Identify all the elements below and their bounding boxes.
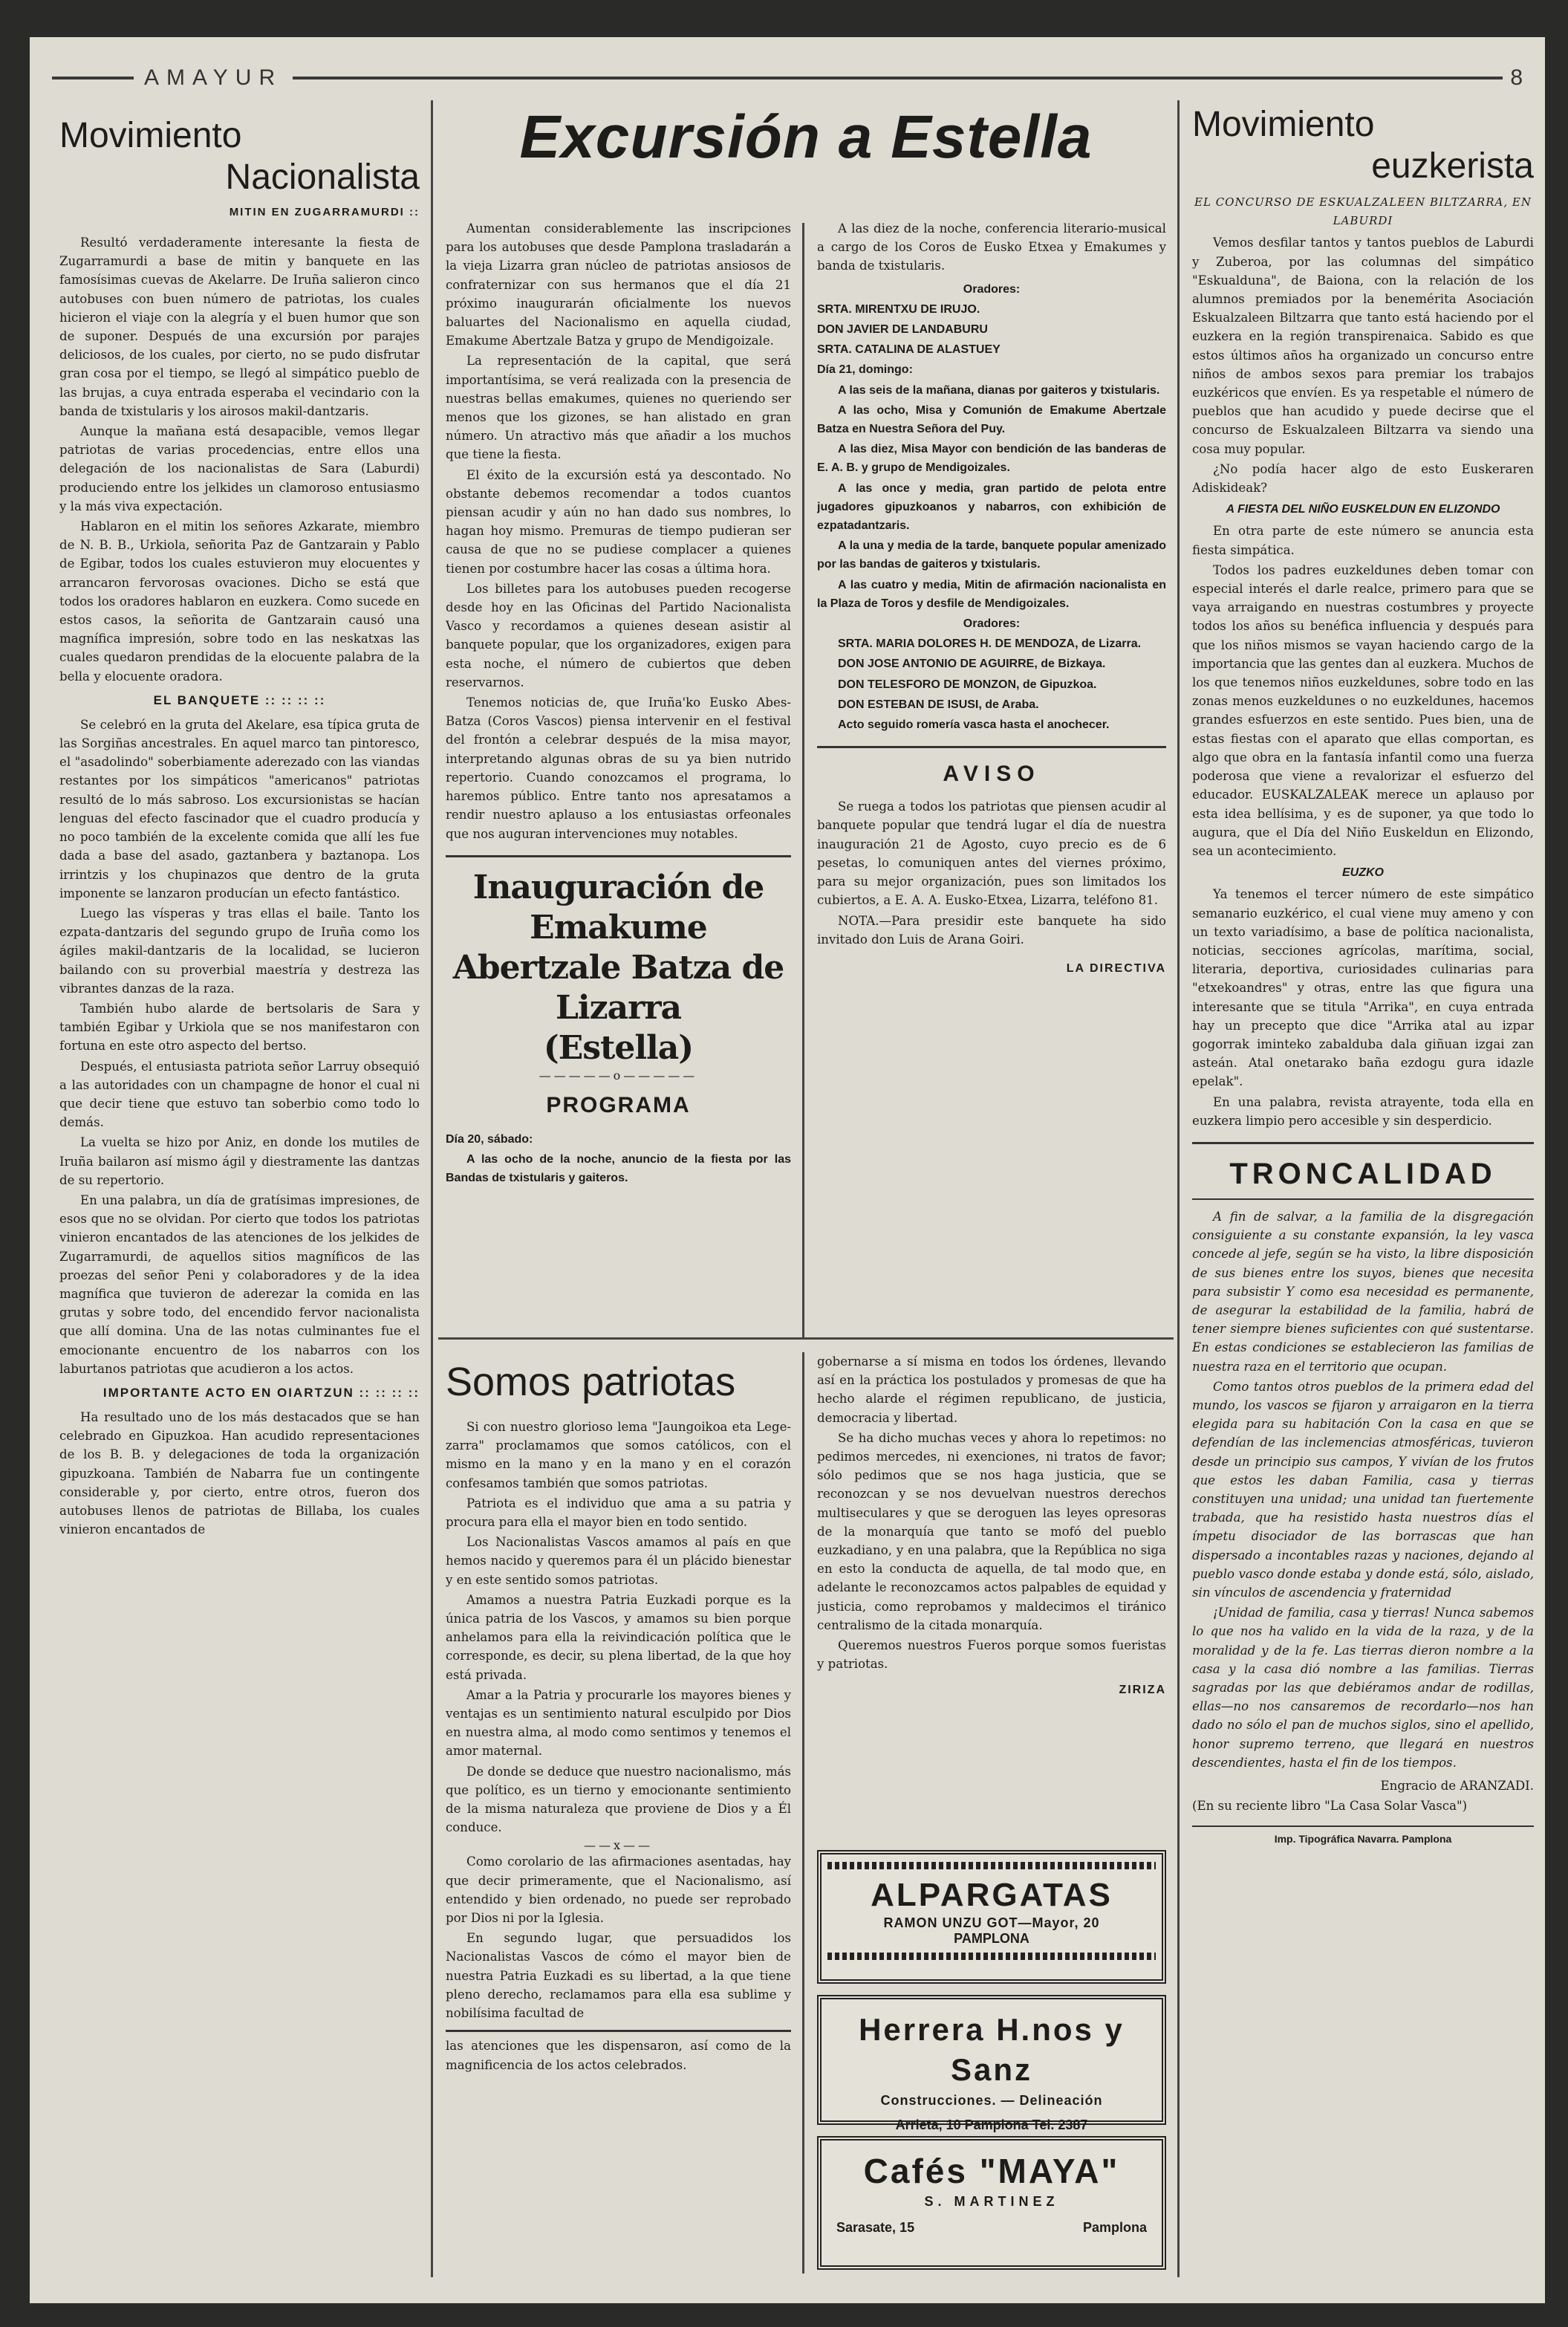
article-paragraph: Se celebró en la gruta del Akelare, esa típica gruta de las Sorgiñas ancestrales. En aquel marco tan pintoresco, el "asadolindo" soberbiamente aderezado con las viandas restantes por los simpáticos "americanos" patriotas resultó de lo más sabroso. Los excursionistas se hacían lenguas del efecto fascinador que el cuadro producía y no poco también de la excelente comida que allí les fue dada a base del asado, gaztanbera y baztanopa. Los irrintzis y los chupinazos que dentro de la gruta imponente se lanzaron producían un efecto fantástico.: [59, 717, 420, 900]
divider: [446, 2030, 791, 2032]
program-item: A las diez de la noche, conferencia literario-musical a cargo de los Coros de Eusko Etxea y Emakumes y banda de txistularis.: [817, 221, 1166, 273]
ad-line: Arrieta, 10 Pamplona Tel. 2387: [895, 2117, 1088, 2132]
speaker: DON JAVIER DE LANDABURU: [817, 323, 988, 337]
inauguration-heading: Abertzale Batza de Lizarra: [452, 948, 784, 1027]
article-paragraph: ¡Unidad de familia, casa y tierras! Nunca sabemos lo que nos ha valido en la vida de la raza, y de la moralidad y de la fe. Las tierras dieron nombre a la casa y la casa dió nombre a las familias. Tierras sagradas por las que debiéramos andar de rodillas, ellas—no nos cansaremos de recordarlo—nos han dado no sólo el pan de muchos siglos, sino el apellido, honor supremo terreno, que llegará en nuestros descendientes, hasta el fin de los tiempos.: [1192, 1606, 1534, 1770]
ad-title: ALPARGATAS: [871, 1877, 1113, 1913]
article-paragraph: Hablaron en el mitin los señores Azkarate, miembro de N. B. B., Urkiola, señorita Paz de Gantzarain y Pablo de Egibar, todos los cuales estuvieron muy elocuentes y arrancaron fervorosas ovaciones. Dicho se está que todos los oradores hablaron en euzkera. Como sucede en estos casos, la señorita de Gantzarain causó una magnífica impresión, sobre todo en las neskatxas las cuales quedaron prendidas de la elocuente palabra de la bella y elocuente oradora.: [59, 519, 420, 684]
program-day: Día 20, sábado:: [446, 1132, 533, 1146]
ad-address-row: [822, 2220, 1162, 2236]
article-paragraph: Amar a la Patria y procurarle los mayores bienes y ventajas es un sentimiento natural esculpido por Dios en nuestra alma, al modo como sentimos y tenemos el amor maternal.: [446, 1687, 791, 1759]
divider: [1192, 1198, 1534, 1200]
article-paragraph: Si con nuestro glorioso lema "Jaungoikoa eta Lege-zarra" proclamamos que somos católicos, con el mismo en la mano y en la mano y en el corazón confesamos también que somos patriotas.: [446, 1420, 791, 1490]
article-paragraph: Se ha dicho muchas veces y ahora lo repetimos: no pedimos mercedes, ni exenciones, ni tratos de favor; sólo pedimos que se nos haga justicia, que se reconozcan y se nos devuelvan nuestros derechos multiseculares y que se deroguen las leyes opresoras de la monarquía que tanto se mofó del pueblo euzkadiano, y en una palabra, que la República no siga en esto la conducta de aquella, de tal modo que, en adelante le reconozcamos actos palpables de equidad y justicia, como reprobamos y maldecimos el tiránico centralismo de la citada monarquía.: [817, 1430, 1166, 1632]
article-title: TRONCALIDAD: [1229, 1157, 1497, 1190]
column-rule: [802, 1352, 804, 2274]
program-item: A la una y media de la tarde, banquete popular amenizado por las bandas de gaiteros y txistularis.: [817, 539, 1166, 571]
article-paragraph: Todos los padres euzkeldunes deben tomar con especial interés el darle realce, primero para que se vaya arraigando en nuestras costumbres y proyecte todos los años su benéfica influencia y después para que los niños mismos se vayan haciendo cargo de la importancia que las gentes dan al euzkera. Muchos de los que tenemos niños euzkeldunes, sobre todo en las zonas menos euzkeldunes o no euzkeldunes, hacemos grandes esfuerzos en este sentido. Pues bien, una de estas fiestas con el aparato que ellas comportan, es algo que obra en la fantasía infantil como una fuerza poderosa que viene a revalorizar el esfuerzo del educador. EUSKALZALEAK merece un aplauso por esta idea bellísima, y es de suponer, ya que todo lo augura, que el Día del Niño Euskeldun en Elizondo, sea un acontecimiento.: [1192, 562, 1534, 858]
masthead: [52, 59, 1523, 97]
speakers-heading: Oradores:: [963, 282, 1021, 296]
article-paragraph: Los billetes para los autobuses pueden recogerse desde hoy en las Oficinas del Partido Nacionalista Vasco y recordamos a quienes desean asistir al banquete popular, que los organizadores, exigen para esta noche, el número de cubiertos que deben reservarnos.: [446, 581, 791, 689]
ad-border-ornament: [827, 1862, 1156, 1869]
center-title-block: [446, 104, 1166, 215]
program-item: A las cuatro y media, Mitin de afirmación nacionalista en la Plaza de Toros y desfile de Mendigoizales.: [817, 578, 1166, 610]
masthead-rule: [293, 77, 1503, 79]
divider: [446, 855, 791, 857]
speaker: SRTA. CATALINA DE ALASTUEY: [817, 343, 1001, 357]
speaker: DON ESTEBAN DE ISUSI, de Araba.: [838, 698, 1039, 711]
source-note: (En su reciente libro "La Casa Solar Vasca"): [1192, 1799, 1468, 1814]
notice-paragraph: NOTA.—Para presidir este banquete ha sido invitado don Luis de Arana Goiri.: [817, 913, 1166, 947]
article-paragraph: La representación de la capital, que será importantísima, se verá realizada con la presencia de nuestras bellas emakumes, quienes no queriendo ser menos que los gizones, se han alistado en gran número. Un atractivo más que añadir a los muchos que tiene la fiesta.: [446, 354, 791, 462]
notice-paragraph: Se ruega a todos los patriotas que piensen acudir al banquete popular que tendrá lugar el día de nuestra inauguración 21 de Agosto, cuyo precio es de 6 pesetas, lo comuniquen antes del viernes próximo, para su mejor organización, pues son limitados los cubiertos, a E. A. A. Eusko-Etxea, Lizarra, teléfono 81.: [817, 799, 1166, 908]
page-number: 8: [1510, 65, 1523, 90]
article-paragraph: En una palabra, un día de gratísimas impresiones, de esos que no se olvidan. Por cierto que todos los patriotas vinieron encantados de las atenciones de los jelkides de Zugarramurdi, de aquellos sitios magníficos de las proezas del señor Peni y colaboradores y de la idea magnífica que tuvieron de aderezar la comida en las grutas y sobre todo, del encendido fervor nacionalista que allí domina. Una de las notas culminantes fue el emocionante encuentro de los nabarros con los laburtanos patriotas que acudieron a los actos.: [59, 1192, 420, 1376]
section-title: Movimiento: [59, 116, 242, 155]
article-paragraph: Después, el entusiasta patriota señor Larruy obsequió a las autoridades con un champagne de honor el cual ni que decir tiene que estuvo tan soberbio como todo lo demás.: [59, 1059, 420, 1130]
article-paragraph: En segundo lugar, que persuadidos los Nacionalistas Vascos de cómo el mayor bien de nuestra Patria Euzkadi es su libertad, a la que tiene pleno derecho, reclamamos para ella esa sublime y nobilísima facultad de: [446, 1931, 791, 2021]
article-paragraph: Aumentan considerablemente las inscripciones para los autobuses que desde Pamplona trasladarán a la vieja Lizarra gran núcleo de patriotas ansiosos de confraternizar con sus hermanos que el día 21 próximo inaugurarán oficialmente los nuevos baluartes del Nacionalismo en aquella ciudad, Emakume Abertzale Batza y grupo de Mendigoizale.: [446, 221, 791, 348]
article-paragraph: Como corolario de las afirmaciones asentadas, hay que decir primeramente, que el Nacionalismo, así entendido y bien ordenado, no puede ser reprobado por Dios ni por la Iglesia.: [446, 1854, 791, 1926]
subheading: EL CONCURSO DE ESKUALZALEEN BILTZARRA, EN LABURDI: [1194, 195, 1532, 228]
article-paragraph: Los Nacionalistas Vascos amamos al país en que hemos nacido y queremos para él un plácido bienestar y en este sentido somos patriotas.: [446, 1535, 791, 1587]
subheading: MITIN EN ZUGARRAMURDI ::: [229, 206, 420, 218]
center-column-b: [817, 219, 1166, 1326]
ad-herrera-sanz: [817, 1995, 1166, 2132]
program-item: A las ocho de la noche, anuncio de la fiesta por las Bandas de txistularis y gaiteros.: [446, 1152, 791, 1185]
inauguration-heading: (Estella): [543, 1028, 694, 1067]
column-rule: [1177, 100, 1180, 2277]
ornament-rule: —————o—————: [539, 1068, 698, 1083]
speaker: SRTA. MARIA DOLORES H. DE MENDOZA, de Lizarra.: [838, 637, 1142, 651]
program-item: A las seis de la mañana, dianas por gaiteros y txistularis.: [838, 383, 1160, 397]
author: Engracio de ARANZADI.: [1380, 1779, 1534, 1794]
program-item: A las once y media, gran partido de pelota entre jugadores gipuzkoanos y nabarros, con exhibición de ezpatadantzaris.: [817, 481, 1166, 533]
center-column-a: [446, 219, 791, 1326]
article-paragraph: A fin de salvar, a la familia de la disgregación consiguiente a su constante expansión, la ley vasca concede al jefe, según se ha visto, la libre disposición de sus bienes entre los suyos, bienes que necesita para subsistir Y como esa necesidad es permanente, de asegurar la estabilidad de la familia, habrá de tener siempre bienes suficientes con qué sustentarse. En estas condiciones se establecieron las familias de nuestra raza en el territorio que ocupan.: [1192, 1209, 1534, 1374]
ad-city: Pamplona: [1082, 2220, 1147, 2235]
article-paragraph: También hubo alarde de bertsolaris de Sara y también Egibar y Urkiola que se nos manifestaron con fortuna en este otro aspecto del bertso.: [59, 1001, 420, 1054]
program-item: A las ocho, Misa y Comunión de Emakume Abertzale Batza en Nuestra Señora del Puy.: [817, 403, 1166, 436]
article-paragraph: Ha resultado uno de los más destacados que se han celebrado en Gipuzkoa. Han acudido representaciones de los B. B. y delegaciones de toda la organización gipuzkoana. También de Nabarra fue un contingente considerable y, por cierto, entre otros, fueron dos autobuses llenos de patriotas de Billaba, los cuales vinieron encantados de: [59, 1409, 420, 1537]
ornament-rule: ——x——: [583, 1838, 654, 1853]
printer-imprint: Imp. Tipográfica Navarra. Pamplona: [1274, 1833, 1452, 1846]
speaker: DON TELESFORO DE MONZON, de Gipuzkoa.: [838, 678, 1097, 691]
article-paragraph: El éxito de la excursión está ya descontado. No obstante debemos recomendar a todos cuantos piensan acudir y aún no han dado sus nombres, lo hagan hoy mismo. Premuras de tiempo pudieran ser causa de que no se pudiese complacer a quienes tienen por costumbre hacer las cosas a última hora.: [446, 467, 791, 576]
ad-border-ornament: [827, 1953, 1156, 1960]
article-paragraph: Luego las vísperas y tras ellas el baile. Tanto los ezpata-dantzaris del segundo grupo de Iruña como los ágiles makil-dantzaris de la localidad, se lucieron bailando con su proverbial maestría y destreza las vibrantes danzas de la raza.: [59, 906, 420, 996]
article-paragraph: Ya tenemos el tercer número de este simpático semanario euzkérico, el cual viene muy ameno y con un texto variadísimo, a base de política nacionalista, noticias, secciones agrícolas, marítima, social, literaria, deportiva, curiosidades culinarias para "etxekoandres" y otras, entre las que figura una interesante que se titula "Arrika", en cuya entrada hay un precepto que dice "Arrika atal au izpar gogorrak iminteko zabalduba dala giñuan izgai zan asteán. Atal onetarako baña ezdogu gura idazle epelak".: [1192, 887, 1534, 1089]
article-paragraph: En otra parte de este número se anuncia esta fiesta simpática.: [1192, 524, 1534, 557]
column-rule: [431, 100, 433, 2277]
article-paragraph: gobernarse a sí misma en todos los órdenes, llevando así en la práctica los postulados y promesas de que ha hecho alarde el régimen republicano, de justicia, democracia y libertad.: [817, 1354, 1166, 1425]
article-paragraph: La vuelta se hizo por Aniz, en donde los mutiles de Iruña bailaron así mismo ágil y diestramente las dantzas de su repertorio.: [59, 1135, 420, 1187]
section-title: Nacionalista: [225, 158, 420, 197]
article-paragraph: ¿No podía hacer algo de esto Euskeraren Adiskideak?: [1192, 461, 1534, 496]
subheading: IMPORTANTE ACTO EN OIARTZUN :: :: :: ::: [103, 1385, 420, 1400]
speaker: SRTA. MIRENTXU DE IRUJO.: [817, 302, 980, 316]
section-title: Movimiento: [1192, 105, 1375, 144]
ad-cafes-maya: [817, 2136, 1166, 2270]
aviso-heading: AVISO: [943, 762, 1041, 787]
signature: ZIRIZA: [1119, 1684, 1166, 1697]
article-title: Somos patriotas: [446, 1360, 736, 1404]
article-paragraph: Tenemos noticias de, que Iruña'ko Eusko Abes-Batza (Coros Vascos) piensa intervenir en el festival del frontón a celebrar después de la misa mayor, interpretando algunas obras de su ya bien nutrido repertorio. Cuando conozcamos el programa, lo haremos público. Entre tanto nos apresatamos a rendir nuestro aplauso a los entusiastas orfeonales que nos auguran intervenciones muy notables.: [446, 695, 791, 841]
signature: LA DIRECTIVA: [1066, 961, 1166, 975]
somos-column-b: [817, 1352, 1166, 1843]
program-item: A las diez, Misa Mayor con bendición de las banderas de E. A. B. y grupo de Mendigoizales.: [817, 443, 1166, 475]
newspaper-page: [30, 37, 1545, 2303]
ad-title: Herrera H.nos y Sanz: [859, 2012, 1125, 2087]
left-column: [59, 115, 420, 2285]
article-paragraph: De donde se deduce que nuestro nacionalismo, más que político, es un tierno y emocionante sentimiento de la misma naturaleza que proviene de Dios y a Él conduce.: [446, 1764, 791, 1835]
article-continuation: las atenciones que les dispensaron, así como de la magnificencia de los actos celebrados.: [446, 2039, 791, 2072]
article-paragraph: Vemos desfilar tantos y tantos pueblos de Laburdi y Zuberoa, por las columnas del simpático "Eskualduna", de Baiona, con la relación de los alumnos premiados por la benemérita Asociación Eskualzaleen Biltzarra que tanto está haciendo por el euzkera en la región transpirenaica. Sabido es que estos últimos años ha organizado un concurso entre niños de ambos sexos para premiar los trabajos euzkéricos que envíen. Es ya respetable el número de pueblos que han acudido y puede decirse que el concurso de Eskualzaleen Biltzarra va siendo una cosa muy popular.: [1192, 236, 1534, 456]
article-paragraph: Aunque la mañana está desapacible, vemos llegar patriotas de varias procedencias, entre ellos una delegación de los nacionalistas de Sara (Laburdi) produciendo entre los jelkides un clamoroso entusiasmo y la más viva expectación.: [59, 424, 420, 513]
ad-line: S. MARTINEZ: [924, 2194, 1059, 2209]
article-paragraph: Resultó verdaderamente interesante la fiesta de Zugarramurdi a base de mitin y banquete en las famosísimas cuevas de Akelarre. De Iruña salieron cinco autobuses con buen número de patriotas, los cuales hicieron el viaje con la alegría y el buen humor que son de suponer. Después de una excursión por parajes deliciosos, de los cuales, por cierto, no se pudo disfrutar gran cosa por el tiempo, se llegó al simpático pueblo de las brujas, a cuya entrada esperaba el vecindario con la banda de txistularis y los airosos makil-dantzaris.: [59, 236, 420, 418]
right-column: [1192, 104, 1534, 2281]
program-item: Acto seguido romería vasca hasta el anochecer.: [838, 718, 1110, 732]
ad-line: PAMPLONA: [954, 1931, 1029, 1946]
speakers-heading: Oradores:: [963, 617, 1021, 631]
divider: [1192, 1142, 1534, 1144]
divider: [817, 746, 1166, 748]
subheading: EUZKO: [1342, 866, 1384, 880]
divider: [1192, 1825, 1534, 1827]
masthead-title: AMAYUR: [144, 65, 283, 90]
ad-line: RAMON UNZU GOT—Mayor, 20: [883, 1915, 1100, 1930]
section-rule: [438, 1337, 1174, 1340]
subheading: A FIESTA DEL NIÑO EUSKELDUN EN ELIZONDO: [1226, 503, 1500, 516]
section-title: euzkerista: [1371, 146, 1534, 186]
program-day: Día 21, domingo:: [817, 363, 913, 377]
inauguration-heading: Inauguración de Emakume: [472, 868, 764, 947]
article-paragraph: Patriota es el individuo que ama a su patria y procura para ella el mayor bien en todo sentido.: [446, 1496, 791, 1530]
article-paragraph: Queremos nuestros Fueros porque somos fueristas y patriotas.: [817, 1638, 1166, 1672]
subheading: EL BANQUETE :: :: :: ::: [153, 692, 326, 707]
article-title: Excursión a Estella: [519, 104, 1093, 171]
article-paragraph: Amamos a nuestra Patria Euzkadi porque es la única patria de los Vascos, y amamos su bien porque anhelamos para ella la reivindicación política que le corresponde, es decir, su plena libertad, de la que hoy está privada.: [446, 1592, 791, 1682]
ad-address: Sarasate, 15: [836, 2220, 915, 2235]
article-paragraph: Como tantos otros pueblos de la primera edad del mundo, los vascos se fijaron y arraigaron en la tierra elegida para su habitación Con la casa en que se defendían de las inclemencias atmosféricas, tuvieron desde un principio sus campos, Y vivían de los frutos que estos les daban Familia, casa y tierras constituyen una unidad; una unidad tan fuertemente trabada, que ha resistido hasta nuestros días el ímpetu disociador de las borrascas que han dispersado a incontables razas y naciones, dejando al pueblo vasco donde estaba y donde está, sólo, aislado, sin vínculos de ascendencia y fraternidad: [1192, 1379, 1534, 1600]
ad-alpargatas: [817, 1850, 1166, 1984]
speaker: DON JOSE ANTONIO DE AGUIRRE, de Bizkaya.: [838, 658, 1106, 671]
column-rule: [802, 223, 804, 1337]
somos-column-a: [446, 1352, 791, 2274]
ad-line: Construcciones. — Delineación: [880, 2093, 1103, 2108]
ad-title: Cafés "MAYA": [863, 2152, 1120, 2190]
programa-heading: PROGRAMA: [546, 1092, 691, 1117]
article-paragraph: En una palabra, revista atrayente, toda ella en euzkera limpio pero accesible y sin desperdicio.: [1192, 1094, 1534, 1128]
masthead-rule: [52, 77, 134, 79]
